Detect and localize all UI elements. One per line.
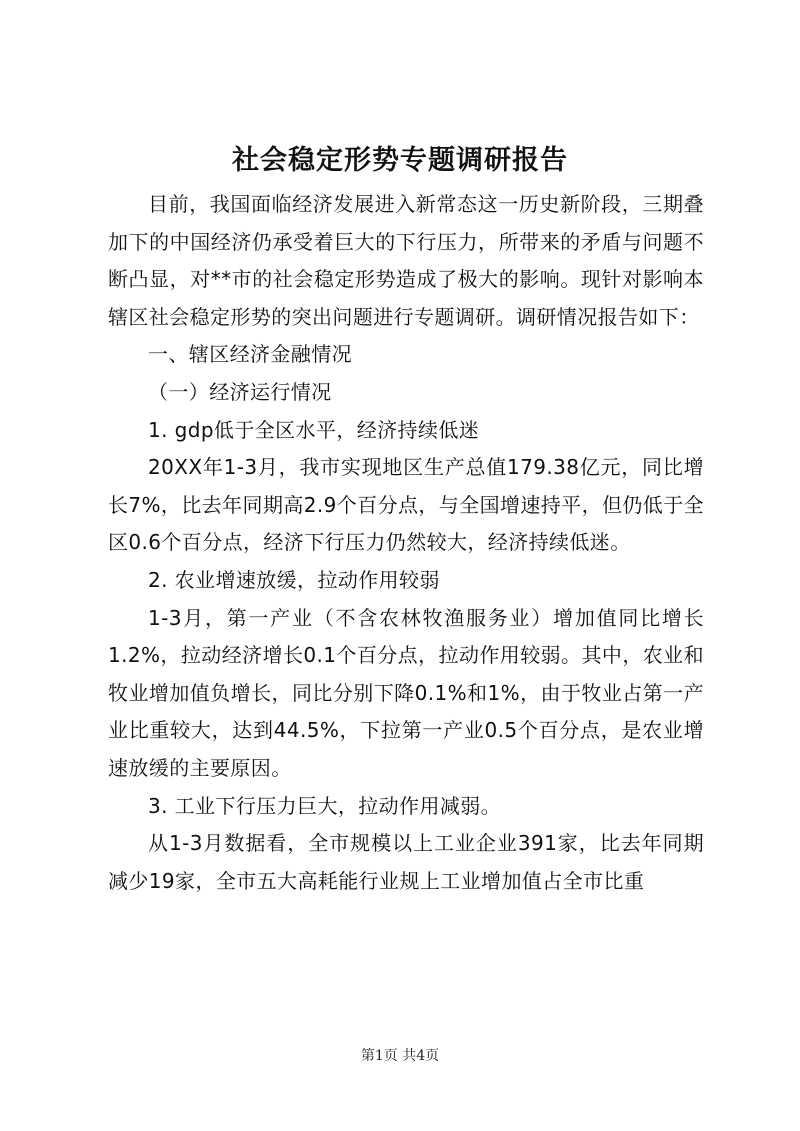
page-footer: 第1页 共4页 [360,1048,440,1064]
paragraph-industry: 从1-3月数据看，全市规模以上工业企业391家，比去年同期减少19家，全市五大高耗能行业规上工业增加值占全市比重 [108,831,704,893]
paragraph-gdp: 20XX年1-3月，我市实现地区生产总值179.38亿元，同比增长7%，比去年同期高2.9个百分点，与全国增速持平，但仍低于全区0.6个百分点，经济下行压力仍然较大，经济持续低迷。 [108,455,704,555]
item-heading-1: 1. gdp低于全区水平，经济持续低迷 [148,417,480,442]
section-heading-1: 一、辖区经济金融情况 [148,342,352,367]
document-title: 社会稳定形势专题调研报告 [232,145,568,176]
item-heading-2: 2. 农业增速放缓，拉动作用较弱 [148,567,440,592]
subsection-heading-1: （一）经济运行情况 [148,379,332,404]
item-heading-3: 3. 工业下行压力巨大，拉动作用减弱。 [148,793,502,818]
paragraph-intro: 目前，我国面临经济发展进入新常态这一历史新阶段，三期叠加下的中国经济仍承受着巨大的下行压力，所带来的矛盾与问题不断凸显，对**市的社会稳定形势造成了极大的影响。现针对影响本辖区社会稳定形势的突出问题进行专题调研。调研情况报告如下： [108,192,704,329]
document-body [108,186,704,900]
paragraph-agriculture: 1-3月，第一产业（不含农林牧渔服务业）增加值同比增长1.2%，拉动经济增长0.1个百分点，拉动作用较弱。其中，农业和牧业增加值负增长，同比分别下降0.1%和1%，由于牧业占第一产业比重较大，达到44.5%，下拉第一产业0.5个百分点，是农业增速放缓的主要原因。 [108,605,704,780]
